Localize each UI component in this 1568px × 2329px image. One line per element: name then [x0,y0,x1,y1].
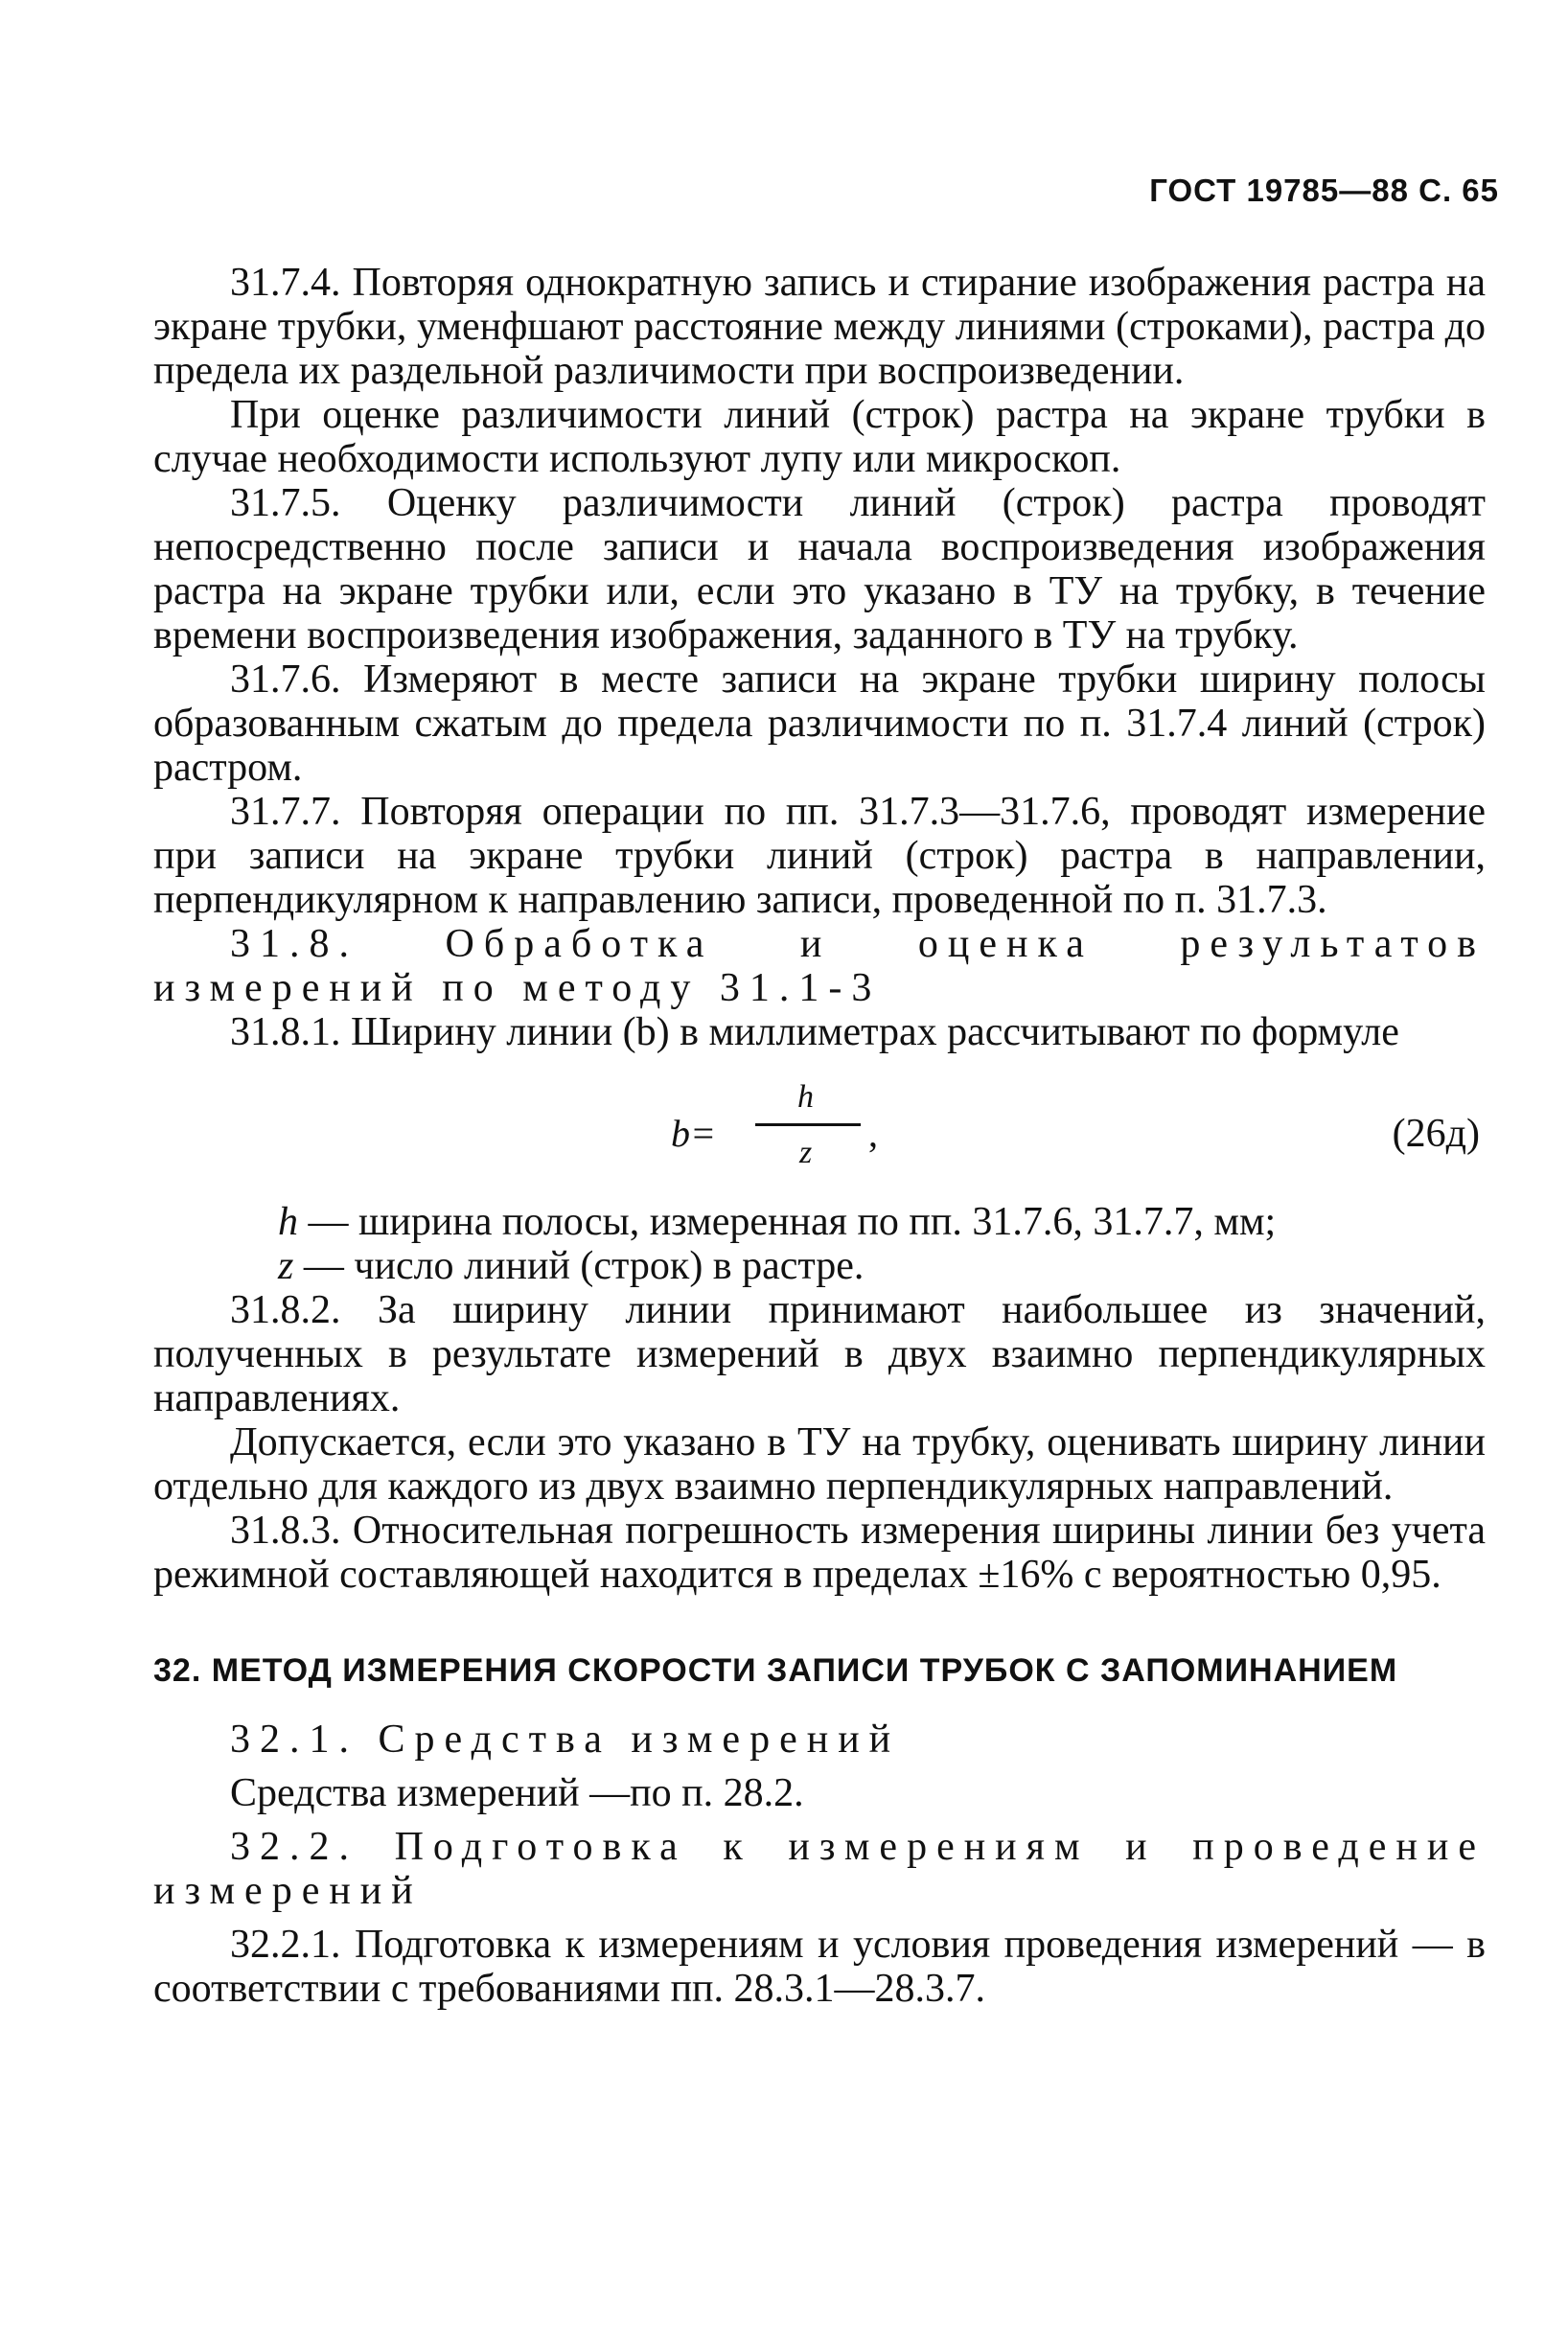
paragraph-321: Средства измерений —по п. 28.2. [230,1771,804,1815]
legend-symbol: h [278,1200,298,1244]
fraction-bar [755,1123,861,1126]
formula-numerator: h [797,1079,814,1115]
section-title-32: 32. МЕТОД ИЗМЕРЕНИЯ СКОРОСТИ ЗАПИСИ ТРУБОК С ЗАПОМИНАНИЕМ [153,1652,1398,1689]
paragraph-allowed: Допускается, если это указано в ТУ на трубку, оценивать ширину линии отдельно для каждого из двух взаимно перпендикулярных направлений. [153,1420,1486,1509]
equation-number: (26д) [1392,1112,1480,1156]
subheading-322: 32.2. Подготовка к измерениям и проведение измерений [153,1825,1486,1913]
paragraph-3175: 31.7.5. Оценку различимости линий (строк) растра проводят непосредственно после записи и начала воспроизведения изображения растра на экране трубки или, если это указано в ТУ на трубку, в течение времени воспроизведения изображения, заданного в ТУ на трубку. [153,481,1486,657]
formula-26d [153,1075,1486,1200]
paragraph-3182: 31.8.2. За ширину линии принимают наибольшее из значений, полученных в результате измерений в двух взаимно перпендикулярных направлениях. [153,1288,1486,1420]
document-body [153,261,1486,2011]
subheading-318: 31.8. Обработка и оценка результатов измерений по методу 31.1-3 [153,922,1486,1010]
subheading-321: 32.1. Средства измерений [230,1718,901,1762]
legend-h [278,1200,1486,1244]
page-header: ГОСТ 19785—88 С. 65 [1149,173,1499,208]
paragraph-3181: 31.8.1. Ширину линии (b) в миллиметрах рассчитывают по формуле [230,1010,1399,1054]
legend-z [278,1244,1486,1288]
paragraph-3221: 32.2.1. Подготовка к измерениям и условия проведения измерений — в соответствии с требованиями пп. 28.3.1—28.3.7. [153,1923,1486,2011]
paragraph-3174: 31.7.4. Повторяя однократную запись и стирание изображения растра на экране трубки, уменфшают расстояние между линиями (строками), растра до предела их раздельной различимости при воспроизведении. [153,261,1486,393]
legend-text: — ширина полосы, измеренная по пп. 31.7.6, 31.7.7, мм; [298,1200,1277,1244]
paragraph-magnifier: При оценке различимости линий (строк) растра на экране трубки в случае необходимости используют лупу или микроскоп. [153,393,1486,481]
paragraph-3177: 31.7.7. Повторяя операции по пп. 31.7.3—31.7.6, проводят измерение при записи на экране трубки линий (строк) растра в направлении, перпендикулярном к направлению записи, проведенной по п. 31.7.3. [153,790,1486,922]
legend-symbol: z [278,1244,294,1288]
paragraph-3183: 31.8.3. Относительная погрешность измерения ширины линии без учета режимной составляющей находится в пределах ±16% с вероятностью 0,95. [153,1509,1486,1597]
paragraph-3176: 31.7.6. Измеряют в месте записи на экране трубки ширину полосы образованным сжатым до предела различимости по п. 31.7.4 линий (строк) растром. [153,657,1486,790]
formula-lhs: b= [671,1112,716,1155]
formula-tail: , [868,1112,878,1155]
formula-denominator: z [799,1135,813,1170]
legend-text: — число линий (строк) в растре. [293,1244,865,1288]
